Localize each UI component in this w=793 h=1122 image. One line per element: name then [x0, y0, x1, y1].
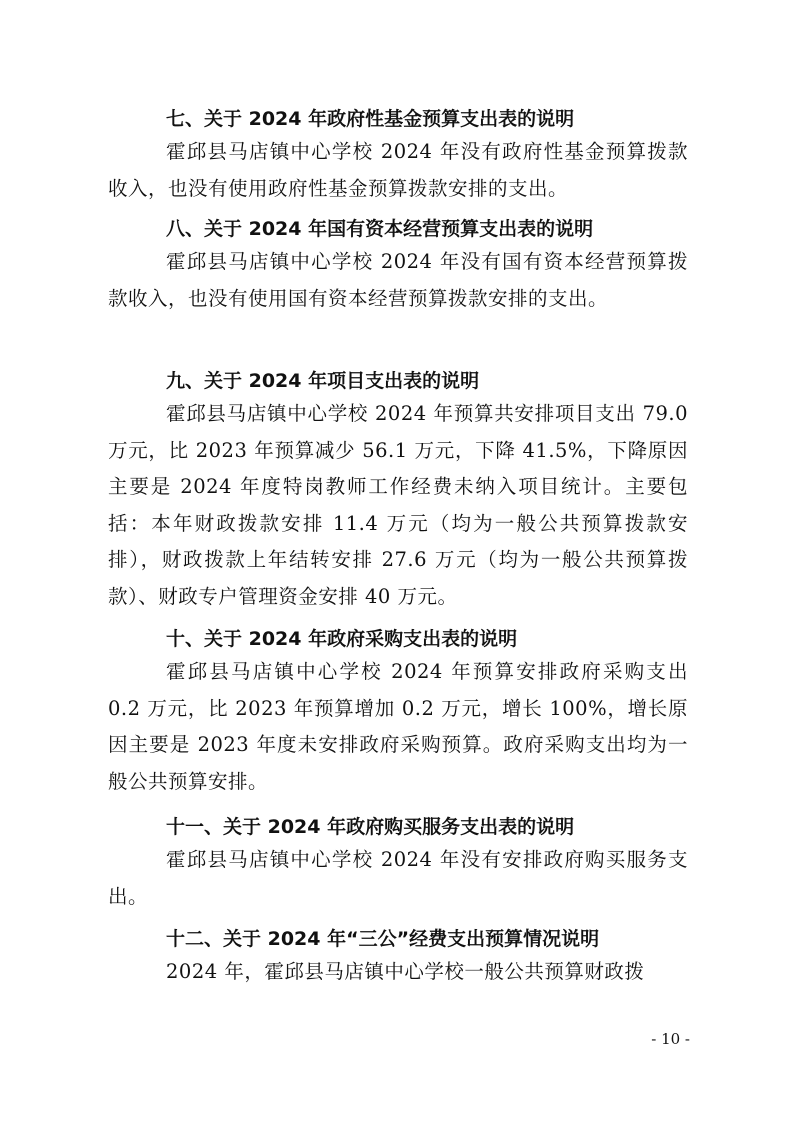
- section-heading: 十一、关于 2024 年政府购买服务支出表的说明: [166, 816, 575, 838]
- section-paragraph: 霍邱县马店镇中心学校 2024 年预算共安排项目支出 79.0 万元，比 2023 年预算减少 56.1 万元，下降 41.5%，下降原因主要是 2024 年度特岗教师工作经费未纳入项目统计。主要包括：本年财政拨款安排 11.4 万元（均为一般公共预算拨款安排），财政拨款上年结转安排 27.6 万元（均为一般公共预算拨款）、财政专户管理资金安排 40 万元。: [108, 402, 688, 608]
- section-9: [108, 366, 688, 615]
- section-paragraph: 霍邱县马店镇中心学校 2024 年没有安排政府购买服务支出。: [108, 848, 688, 908]
- section-paragraph: 霍邱县马店镇中心学校 2024 年没有政府性基金预算拨款收入，也没有使用政府性基金预算拨款安排的支出。: [108, 140, 688, 200]
- section-paragraph: 霍邱县马店镇中心学校 2024 年没有国有资本经营预算拨款收入，也没有使用国有资本经营预算拨款安排的支出。: [108, 250, 688, 310]
- section-paragraph: 霍邱县马店镇中心学校 2024 年预算安排政府采购支出 0.2 万元，比 2023 年预算增加 0.2 万元，增长 100%，增长原因主要是 2023 年度未安排政府采购预算。政府采购支出均为一般公共预算安排。: [108, 660, 688, 793]
- section-7: [108, 104, 688, 207]
- page-number: - 10 -: [651, 1030, 690, 1048]
- section-8: [108, 214, 688, 317]
- section-heading: 七、关于 2024 年政府性基金预算支出表的说明: [166, 108, 575, 130]
- section-10: [108, 624, 688, 800]
- section-paragraph: 2024 年，霍邱县马店镇中心学校一般公共预算财政拨: [166, 960, 645, 983]
- section-heading: 九、关于 2024 年项目支出表的说明: [166, 370, 480, 392]
- section-12: [108, 924, 688, 991]
- section-heading: 十、关于 2024 年政府采购支出表的说明: [166, 628, 518, 650]
- section-heading: 八、关于 2024 年国有资本经营预算支出表的说明: [166, 218, 594, 240]
- section-heading: 十二、关于 2024 年“三公”经费支出预算情况说明: [166, 928, 600, 950]
- section-11: [108, 812, 688, 915]
